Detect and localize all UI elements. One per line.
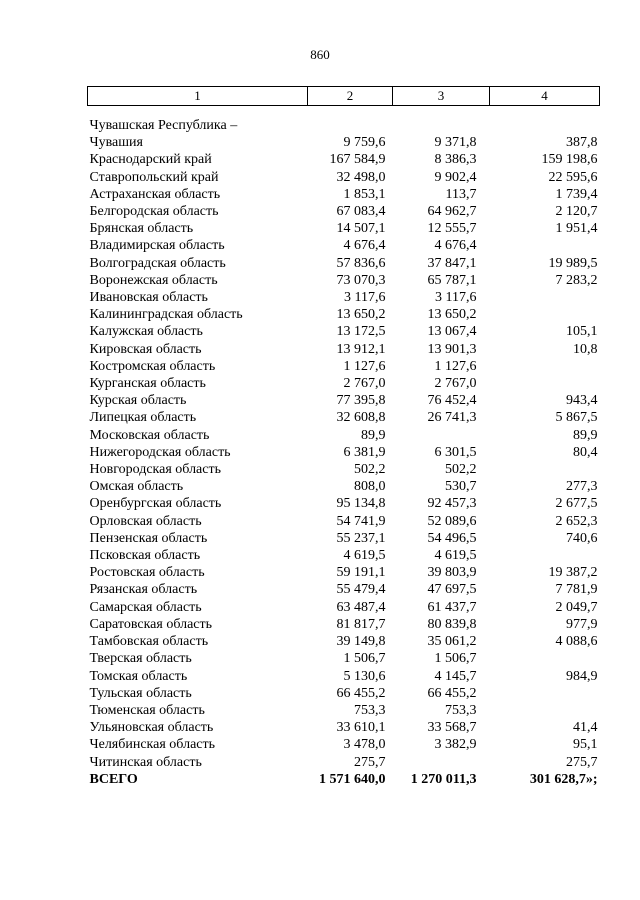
table-row: [88, 685, 600, 702]
region-name: Челябинская область: [89, 737, 215, 753]
table-row: [88, 650, 600, 667]
region-name: Липецкая область: [89, 410, 197, 426]
region-name: Владимирская область: [89, 238, 225, 254]
value-col-3: 2 767,0: [434, 376, 477, 392]
value-col-2: 95 134,8: [336, 496, 386, 512]
value-col-2: 59 191,1: [336, 565, 386, 581]
value-col-2: 4 619,5: [343, 548, 386, 564]
value-col-4: 275,7: [566, 754, 598, 770]
value-col-2: 81 817,7: [336, 616, 386, 632]
value-col-4: 387,8: [566, 135, 598, 151]
value-col-4: 10,8: [573, 341, 598, 357]
value-col-3: 39 803,9: [427, 565, 477, 581]
value-col-4: 89,9: [573, 427, 598, 443]
table-row: [88, 289, 600, 306]
table-row: [88, 478, 600, 495]
region-name-line2: Чувашия: [89, 135, 143, 151]
value-col-3: 92 457,3: [427, 496, 477, 512]
value-col-3: 530,7: [445, 479, 477, 495]
table-row: [88, 547, 600, 564]
value-col-3: 13 901,3: [427, 341, 477, 357]
value-col-2: 167 584,9: [329, 152, 386, 168]
table-row: [88, 151, 600, 168]
region-name-line1: Чувашская Республика –: [89, 118, 238, 133]
table-row: [88, 323, 600, 340]
data-table: [87, 86, 600, 788]
region-name: Калужская область: [89, 324, 203, 340]
table-row: [88, 513, 600, 530]
value-col-4: [490, 358, 600, 375]
table-row: [88, 719, 600, 736]
page-number: 860: [310, 47, 330, 62]
value-col-4: 2 677,5: [555, 496, 598, 512]
table-row: [88, 599, 600, 616]
value-col-3: [393, 427, 490, 444]
value-col-4: 1 951,4: [555, 221, 598, 237]
value-col-3: 65 787,1: [427, 272, 477, 288]
value-col-4: 984,9: [566, 668, 598, 684]
value-col-4: 7 283,2: [555, 272, 598, 288]
table-row: [88, 237, 600, 254]
table-row: [88, 702, 600, 719]
value-col-2: 39 149,8: [336, 634, 386, 650]
value-col-4: 19 989,5: [548, 255, 598, 271]
table-body: [88, 106, 600, 788]
table-row: [88, 203, 600, 220]
region-name: Курганская область: [89, 376, 206, 392]
value-col-3: 3 117,6: [435, 290, 477, 306]
table-row: [88, 736, 600, 753]
table-row: [88, 272, 600, 289]
value-col-4: [490, 375, 600, 392]
table-row: [88, 633, 600, 650]
value-col-4: [490, 237, 600, 254]
value-col-2: 57 836,6: [336, 255, 386, 271]
region-name: Курская область: [89, 393, 187, 409]
region-name: Ставропольский край: [89, 169, 219, 185]
value-col-4: 105,1: [566, 324, 598, 340]
value-col-2: 9 759,6: [343, 135, 386, 151]
region-name: Костромская область: [89, 358, 216, 374]
value-col-3: 113,7: [445, 186, 477, 202]
value-col-4: [490, 685, 600, 702]
table-row: [88, 461, 600, 478]
value-col-3: 9 371,8: [434, 135, 477, 151]
value-col-3: 1 270 011,3: [410, 771, 477, 787]
region-name: Калининградская область: [89, 307, 243, 323]
value-col-3: 37 847,1: [427, 255, 477, 271]
value-col-2: 32 498,0: [336, 169, 386, 185]
region-name: Тверская область: [89, 651, 192, 667]
table-row: [88, 495, 600, 512]
table-row: [88, 134, 600, 151]
region-name: Ростовская область: [89, 565, 205, 581]
table-row: [88, 255, 600, 272]
table-header: [88, 87, 600, 106]
region-name: Читинская область: [89, 754, 202, 770]
table-row: [88, 341, 600, 358]
region-name: Томская область: [89, 668, 188, 684]
table-row: [88, 392, 600, 409]
header-col-3: 3: [393, 87, 490, 106]
region-name: Тамбовская область: [89, 634, 209, 650]
value-col-4: [490, 650, 600, 667]
value-col-4: 277,3: [566, 479, 598, 495]
value-col-4: 7 781,9: [555, 582, 598, 598]
total-row: [88, 771, 600, 788]
table-row: [88, 754, 600, 771]
value-col-2: 1 506,7: [343, 651, 386, 667]
value-col-4: 943,4: [566, 393, 598, 409]
region-name: Астраханская область: [89, 186, 221, 202]
value-col-2: 4 676,4: [343, 238, 386, 254]
region-name: [88, 106, 308, 135]
region-name: Краснодарский край: [89, 152, 212, 168]
value-col-3: 76 452,4: [427, 393, 477, 409]
value-col-3: 26 741,3: [427, 410, 477, 426]
value-col-4: [490, 289, 600, 306]
value-col-3: 1 506,7: [434, 651, 477, 667]
value-col-2: 89,9: [361, 427, 386, 443]
region-name: Псковская область: [89, 548, 201, 564]
value-col-2: 55 237,1: [336, 530, 386, 546]
value-col-4: [490, 306, 600, 323]
value-col-3: 6 301,5: [434, 444, 477, 460]
value-col-4: 4 088,6: [555, 634, 598, 650]
region-name: Белгородская область: [89, 204, 219, 220]
table-row: [88, 427, 600, 444]
region-name: Орловская область: [89, 513, 202, 529]
region-name: Тюменская область: [89, 702, 205, 718]
value-col-2: 13 172,5: [336, 324, 386, 340]
value-col-2: 54 741,9: [336, 513, 386, 529]
value-col-4: 740,6: [566, 530, 598, 546]
value-col-2: 1 571 640,0: [319, 771, 386, 787]
table-row: [88, 616, 600, 633]
value-col-3: 4 676,4: [434, 238, 477, 254]
region-name: ВСЕГО: [89, 771, 138, 787]
header-col-4: 4: [490, 87, 600, 106]
value-col-4: 301 628,7»;: [529, 771, 598, 787]
value-col-4: [490, 461, 600, 478]
value-col-2: 66 455,2: [336, 685, 386, 701]
value-col-3: 753,3: [445, 702, 477, 718]
value-col-4: 22 595,6: [548, 169, 598, 185]
table-row: [88, 186, 600, 203]
value-col-3: 502,2: [445, 462, 477, 478]
value-col-4: 5 867,5: [555, 410, 598, 426]
value-col-3: 1 127,6: [434, 358, 477, 374]
value-col-4: 159 198,6: [541, 152, 598, 168]
value-col-3: 9 902,4: [434, 169, 477, 185]
value-col-2: 73 070,3: [336, 272, 386, 288]
value-col-4: 2 652,3: [555, 513, 598, 529]
region-name: Оренбургская область: [89, 496, 222, 512]
value-col-4: 977,9: [566, 616, 598, 632]
region-name: Ивановская область: [89, 290, 208, 306]
region-name: Омская область: [89, 479, 184, 495]
table-row: [88, 375, 600, 392]
value-col-3: 52 089,6: [427, 513, 477, 529]
value-col-3: 61 437,7: [427, 599, 477, 615]
value-col-3: 13 650,2: [427, 307, 477, 323]
value-col-4: [490, 702, 600, 719]
value-col-2: 55 479,4: [336, 582, 386, 598]
value-col-3: [393, 754, 490, 771]
value-col-2: 13 912,1: [336, 341, 386, 357]
value-col-4: 2 049,7: [555, 599, 598, 615]
region-name: Брянская область: [89, 221, 194, 237]
value-col-2: 77 395,8: [336, 393, 386, 409]
table-row: [88, 581, 600, 598]
value-col-2: 2 767,0: [343, 376, 386, 392]
value-col-2: 753,3: [354, 702, 386, 718]
region-name: Воронежская область: [89, 272, 218, 288]
region-name: Нижегородская область: [89, 444, 231, 460]
value-col-3: 3 382,9: [434, 737, 477, 753]
value-col-2: 502,2: [354, 462, 386, 478]
value-col-4: 41,4: [573, 720, 598, 736]
region-name: Московская область: [89, 427, 210, 443]
value-col-2: 1 127,6: [343, 358, 386, 374]
table-row: [88, 409, 600, 426]
header-col-1: 1: [88, 87, 308, 106]
table-row: [88, 444, 600, 461]
value-col-3: 8 386,3: [434, 152, 477, 168]
value-col-2: 808,0: [354, 479, 386, 495]
value-col-4: 80,4: [573, 444, 598, 460]
table-row: [88, 220, 600, 237]
region-name: Самарская область: [89, 599, 202, 615]
value-col-2: 13 650,2: [336, 307, 386, 323]
value-col-2: 1 853,1: [343, 186, 386, 202]
value-col-3: 12 555,7: [427, 221, 477, 237]
table-row: [88, 668, 600, 685]
value-col-3: 4 619,5: [434, 548, 477, 564]
value-col-2: 67 083,4: [336, 204, 386, 220]
table-row: [88, 306, 600, 323]
value-col-2: 6 381,9: [343, 444, 386, 460]
value-col-3: 54 496,5: [427, 530, 477, 546]
value-col-2: 3 117,6: [344, 290, 386, 306]
value-col-3: 47 697,5: [427, 582, 477, 598]
value-col-2: 63 487,4: [336, 599, 386, 615]
region-name: Пензенская область: [89, 530, 208, 546]
value-col-3: 64 962,7: [427, 204, 477, 220]
value-col-3: 80 839,8: [427, 616, 477, 632]
table-row: [88, 358, 600, 375]
region-name: Ульяновская область: [89, 720, 214, 736]
header-col-2: 2: [308, 87, 393, 106]
value-col-3: 33 568,7: [427, 720, 477, 736]
value-col-4: 1 739,4: [555, 186, 598, 202]
region-name: Кировская область: [89, 341, 202, 357]
value-col-3: 35 061,2: [427, 634, 477, 650]
region-name: Рязанская область: [89, 582, 198, 598]
value-col-4: [490, 547, 600, 564]
table-row: [88, 106, 600, 135]
value-col-2: 275,7: [354, 754, 386, 770]
table-row: [88, 169, 600, 186]
value-col-2: 33 610,1: [336, 720, 386, 736]
value-col-2: 5 130,6: [343, 668, 386, 684]
table-row: [88, 564, 600, 581]
region-name: Саратовская область: [89, 616, 213, 632]
value-col-2: 3 478,0: [343, 737, 386, 753]
value-col-4: 95,1: [573, 737, 598, 753]
value-col-4: 19 387,2: [548, 565, 598, 581]
value-col-3: 66 455,2: [427, 685, 477, 701]
value-col-3: 4 145,7: [434, 668, 477, 684]
value-col-4: 2 120,7: [555, 204, 598, 220]
value-col-2: 32 608,8: [336, 410, 386, 426]
table-row: [88, 530, 600, 547]
value-col-3: 13 067,4: [427, 324, 477, 340]
region-name: Тульская область: [89, 685, 192, 701]
region-name: Волгоградская область: [89, 255, 226, 271]
value-col-2: 14 507,1: [336, 221, 386, 237]
region-name: Новгородская область: [89, 462, 221, 478]
